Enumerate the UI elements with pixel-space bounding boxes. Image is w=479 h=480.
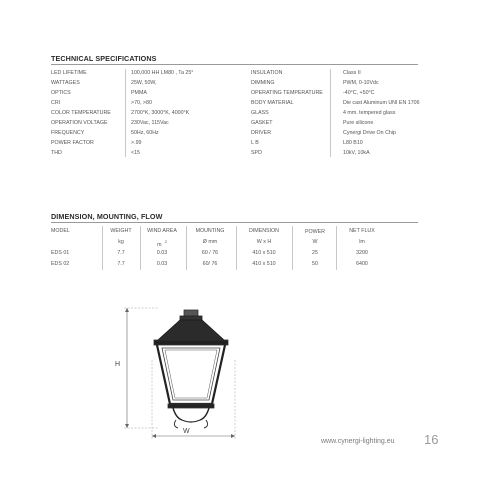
spec-value: <15 (131, 150, 140, 156)
spec-label: WATTAGES (51, 80, 80, 86)
divider (236, 226, 237, 270)
cell-weight: 7.7 (117, 261, 125, 267)
spec-label: GASKET (251, 120, 273, 126)
unit-superscript: 2 (164, 239, 167, 244)
cell-wind-area: 0.03 (156, 261, 168, 267)
cell-model: EDS 02 (51, 261, 70, 267)
cell-power: 25 (312, 250, 318, 256)
col-header: DIMENSION (248, 228, 280, 234)
divider (125, 69, 126, 157)
divider (186, 226, 187, 270)
spec-label: CRI (51, 100, 61, 106)
width-label: W (183, 428, 190, 435)
spec-label: COLOR TEMPERATURE (51, 110, 111, 116)
col-unit: kg (118, 239, 124, 245)
col-header: POWER (304, 229, 325, 235)
divider (336, 226, 337, 270)
tech-specs-rule (51, 64, 418, 65)
dimension-rule (51, 222, 418, 223)
cell-net-flux: 6400 (356, 261, 368, 267)
spec-value: Die cast Aluminum UNI EN 1706 (343, 100, 420, 106)
spec-value: PWM, 0-10Vdc (343, 80, 379, 86)
col-header: NET FLUX (349, 228, 375, 234)
spec-label: BODY MATERIAL (251, 100, 294, 106)
cell-net-flux: 3200 (356, 250, 368, 256)
col-unit (144, 239, 180, 248)
spec-label: LED LIFETIME (51, 70, 87, 76)
spec-value: -40°C, +50°C (343, 90, 375, 96)
spec-value: Class II (343, 70, 361, 76)
col-unit: W x H (256, 239, 272, 245)
divider (102, 226, 103, 270)
spec-value: Cynergi Drive On Chip (343, 130, 396, 136)
divider (140, 226, 141, 270)
spec-label: DIMMING (251, 80, 275, 86)
spec-label: THD (51, 150, 62, 156)
col-header: WEIGHT (110, 228, 132, 234)
col-unit: W (312, 239, 318, 245)
spec-label: FREQUENCY (51, 130, 85, 136)
spec-value: L80 B10 (343, 140, 363, 146)
spec-value: 4 mm. tempered glass (343, 110, 396, 116)
cell-dimension: 410 x 510 (252, 250, 276, 256)
spec-value: 100,000 HH LM80 , Ta 25° (131, 70, 194, 76)
divider (330, 69, 331, 157)
spec-label: OPTICS (51, 90, 71, 96)
spec-label: DRIVER (251, 130, 272, 136)
spec-value: >70, >80 (131, 100, 152, 106)
spec-value: 2700°K, 3000°K, 4000°K (131, 110, 190, 116)
divider (292, 226, 293, 270)
spec-value: 50Hz, 60Hz (131, 130, 159, 136)
cell-wind-area: 0.03 (156, 250, 168, 256)
tech-specs-title: TECHNICAL SPECIFICATIONS (51, 54, 157, 63)
spec-value: >.99 (131, 140, 142, 146)
spec-value: PMMA (131, 90, 147, 96)
cell-weight: 7.7 (117, 250, 125, 256)
spec-label: OPERATION VOLTAGE (51, 120, 108, 126)
cell-model: EDS 01 (51, 250, 70, 256)
col-unit: lm (359, 239, 365, 245)
spec-label: L B (251, 140, 259, 146)
lantern-drawing (110, 300, 250, 445)
unit-text: m (157, 241, 162, 248)
spec-value: 230Vac, 115Vac (131, 120, 169, 126)
dimension-title: DIMENSION, MOUNTING, FLOW (51, 212, 163, 221)
cell-power: 50 (312, 261, 318, 267)
cell-dimension: 410 x 510 (252, 261, 276, 267)
spec-value: 10kV, 10kA (343, 150, 370, 156)
spec-value: Pure silicone (343, 120, 374, 126)
cell-mounting: 60/ 76 (202, 261, 218, 267)
spec-label: POWER FACTOR (51, 140, 94, 146)
spec-value: 25W, 50W, (131, 80, 157, 86)
col-header: MODEL (51, 228, 70, 234)
col-unit: Ø mm (202, 239, 218, 245)
col-header: MOUNTING (195, 228, 225, 234)
cell-mounting: 60 / 76 (201, 250, 219, 256)
spec-label: OPERATING TEMPERATURE (251, 90, 323, 96)
spec-label: INSULATION (251, 70, 283, 76)
page-number: 16 (424, 432, 439, 447)
col-header: WIND AREA (147, 228, 177, 234)
spec-label: GLASS (251, 110, 269, 116)
spec-label: SPD (251, 150, 262, 156)
height-label: H (115, 361, 121, 368)
footer-url[interactable]: www.cynergi-lighting.eu (321, 438, 395, 445)
